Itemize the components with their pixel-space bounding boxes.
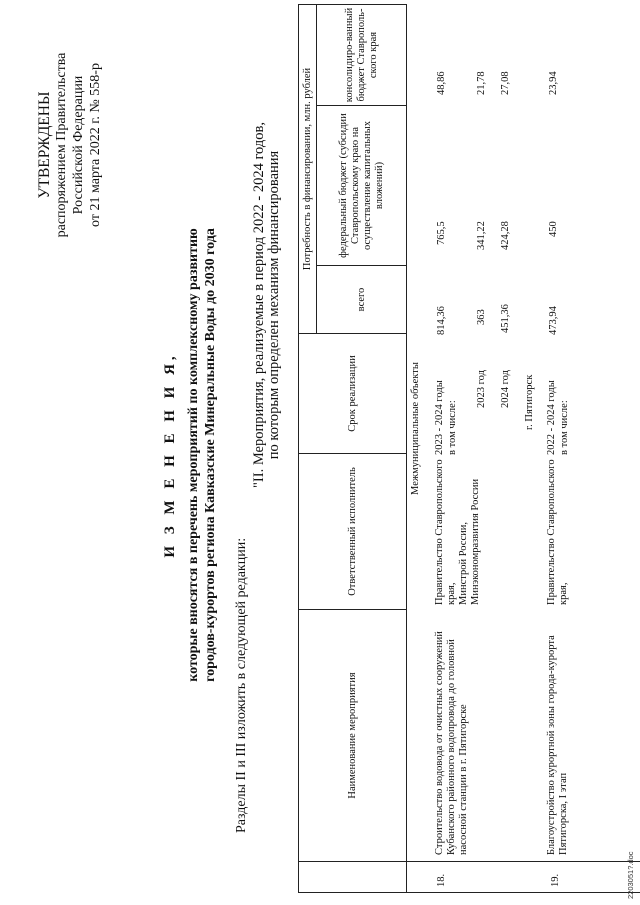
row-19-regional: 23,94 bbox=[548, 71, 559, 95]
row-18-term: 2023 - 2024 годы bbox=[434, 380, 445, 455]
group-city: г. Пятигорск bbox=[524, 374, 535, 430]
row-19-num: 19. bbox=[550, 873, 561, 887]
approval-line-3: Российской Федерации bbox=[71, 75, 86, 215]
section-heading-line-1: "II. Мероприятия, реализуемые в период 2022 - 2024 годов, bbox=[251, 122, 267, 488]
row-19-total: 473,94 bbox=[548, 306, 559, 335]
approval-line-2: распоряжением Правительства bbox=[54, 52, 69, 238]
approval-line-4: от 21 марта 2022 г. № 558-р bbox=[88, 63, 103, 227]
header-regional: консолидиро-ванный бюджет Ставрополь-ского края bbox=[317, 4, 407, 105]
document-subtitle-1: которые вносятся в перечень мероприятий по комплексному развитию bbox=[186, 228, 201, 682]
row-18-executor-2: Минстрой России, bbox=[458, 522, 469, 605]
row-18-total: 814,36 bbox=[436, 306, 447, 335]
row-18-regional: 48,86 bbox=[436, 71, 447, 95]
row-18-sub2-total: 451,36 bbox=[500, 304, 511, 333]
row-18-sub2-term: 2024 год bbox=[500, 370, 511, 408]
row-18-sub2-federal: 424,28 bbox=[500, 221, 511, 250]
group-intermunicipal: Межмуниципальные объекты bbox=[410, 362, 421, 495]
row-18-name: Строительство водовода от очистных сооружений Кубанского районного водопровода до головной насосной станции в г. Пятигорске bbox=[434, 631, 469, 855]
intro-text: Разделы II и III изложить в следующей редакции: bbox=[234, 537, 249, 833]
document-title: И З М Е Н Е Н И Я, bbox=[162, 352, 178, 558]
row-18-federal: 765,5 bbox=[436, 221, 447, 245]
financing-table-header bbox=[298, 4, 407, 893]
header-name: Наименование мероприятия bbox=[299, 610, 407, 862]
row-18-num: 18. bbox=[436, 873, 447, 887]
row-18-executor-3: Минэкономразвития России bbox=[470, 478, 481, 605]
row-19-incl: в том числе: bbox=[559, 400, 570, 455]
row-19-term: 2022 - 2024 годы bbox=[546, 380, 557, 455]
header-term: Срок реализации bbox=[299, 334, 407, 454]
section-heading-line-2: по которым определен механизм финансирования bbox=[266, 150, 282, 460]
header-num bbox=[299, 862, 407, 893]
row-18-sub1-term: 2023 год bbox=[476, 370, 487, 408]
row-18-executor-1: Правительство Ставропольского края, bbox=[434, 459, 457, 605]
section-heading bbox=[252, 35, 282, 575]
header-executor: Ответственный исполнитель bbox=[299, 454, 407, 610]
row-18-sub1-regional: 21,78 bbox=[476, 71, 487, 95]
header-total: всего bbox=[317, 266, 407, 334]
row-19-name: Благоустройство курортной зоны города-курорта Пятигорска, I этап bbox=[546, 635, 569, 855]
approval-title: УТВЕРЖДЕНЫ bbox=[36, 91, 53, 199]
approval-stamp bbox=[36, 25, 104, 265]
row-18-sub2-regional: 27,08 bbox=[500, 71, 511, 95]
row-18-incl: в том числе: bbox=[447, 400, 458, 455]
row-18-sub1-federal: 341,22 bbox=[476, 221, 487, 250]
rule-left bbox=[406, 892, 640, 893]
row-19-federal: 450 bbox=[548, 221, 559, 237]
document-file-id: 2203051?.doc bbox=[626, 851, 635, 899]
row-18-sub1-total: 363 bbox=[476, 309, 487, 325]
rule-num bbox=[406, 861, 640, 862]
document-subtitle-2: городов-курортов региона Кавказские Минеральные Воды до 2030 года bbox=[203, 228, 218, 682]
row-19-executor-1: Правительство Ставропольского края, bbox=[546, 459, 569, 605]
header-need-group: Потребность в финансировании, млн. рублей bbox=[299, 4, 317, 333]
header-federal: федеральный бюджет (субсидии Ставропольскому краю на осуществление капитальных вложений) bbox=[317, 106, 407, 266]
